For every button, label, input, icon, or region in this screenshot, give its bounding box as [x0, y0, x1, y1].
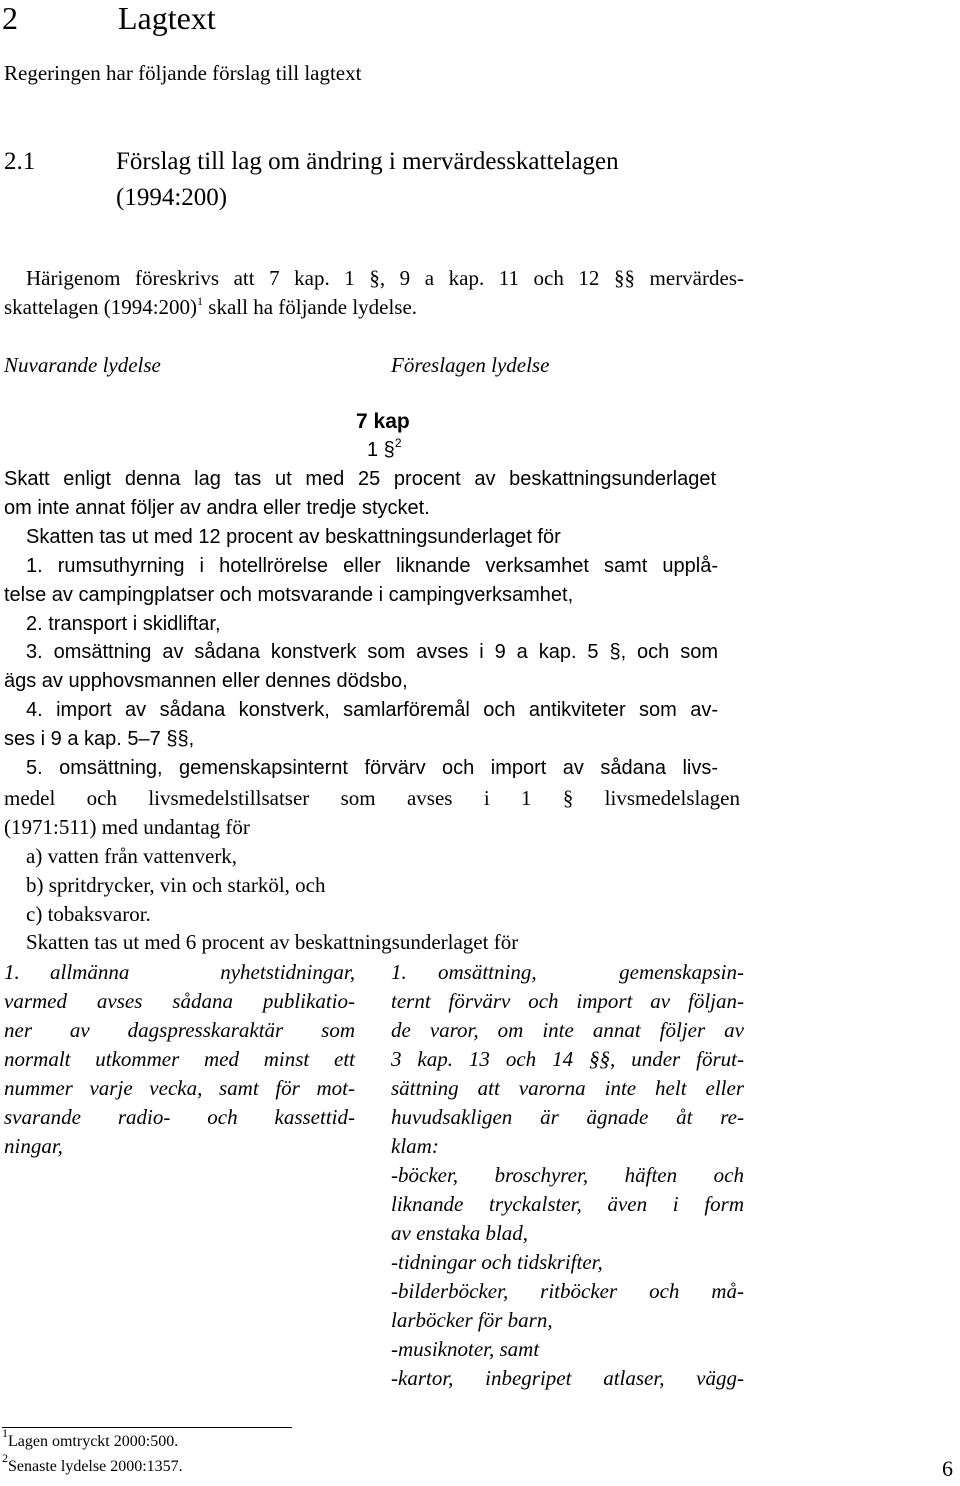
footnote-ref-1: 1	[197, 294, 204, 308]
proposed-wording-line: sättning att varorna inte helt eller	[391, 1076, 744, 1100]
common-line: Skatten tas ut med 12 procent av beskattningsunderlaget för	[26, 525, 561, 548]
proposed-wording-line: ternt förvärv och import av följan-	[391, 989, 744, 1013]
footnote-1-mark: 1	[2, 1426, 8, 1440]
common-line: telse av campingplatser och motsvarande i campingverksamhet,	[4, 583, 574, 606]
chapter-number: 2	[2, 0, 18, 36]
common-line: medel och livsmedelstillsatser som avses i 1 § livsmedelslagen	[4, 785, 740, 810]
current-wording-line: svarande radio- och kassettid-	[4, 1105, 355, 1129]
proposed-wording-line: huvudsakligen är ägnade åt re-	[391, 1105, 744, 1129]
proposed-wording-line: klam:	[391, 1134, 439, 1158]
footnote-1	[2, 1426, 179, 1451]
proposed-wording-line: de varor, om inte annat följer av	[391, 1018, 744, 1042]
current-wording-line: normalt utkommer med minst ett	[4, 1047, 355, 1071]
paragraph-label	[367, 436, 402, 462]
intro-text: Regeringen har följande förslag till lagtext	[4, 61, 362, 85]
common-line: 4. import av sådana konstverk, samlarföremål och antikviteter som av-	[26, 699, 718, 722]
common-line: a) vatten från vattenverk,	[26, 843, 238, 868]
current-wording-line: ner av dagspresskaraktär som	[4, 1018, 355, 1042]
common-line: Skatten tas ut med 6 procent av beskattningsunderlaget för	[26, 930, 519, 955]
current-wording-line: varmed avses sådana publikatio-	[4, 989, 355, 1013]
preamble-line2-start: skattelagen (1994:200)	[4, 295, 198, 319]
page-number: 6	[942, 1456, 953, 1481]
footnote-1-text: Lagen omtryckt 2000:500.	[8, 1433, 179, 1450]
column-heading-current: Nuvarande lydelse	[4, 353, 161, 377]
column-heading-proposed: Föreslagen lydelse	[391, 353, 550, 377]
preamble-line2-end: skall ha följande lydelse.	[203, 295, 418, 319]
common-line: b) spritdrycker, vin och starköl, och	[26, 872, 326, 897]
proposed-wording-line: -böcker, broschyrer, häften och	[391, 1163, 744, 1187]
footnote-2	[2, 1451, 183, 1476]
common-line: c) tobaksvaror.	[26, 901, 151, 926]
proposed-wording-line: liknande tryckalster, även i form	[391, 1192, 744, 1216]
paragraph-number: 1 §	[367, 439, 395, 461]
proposed-wording-line: -tidningar och tidskrifter,	[391, 1250, 603, 1274]
current-wording-line: ningar,	[4, 1134, 63, 1158]
chapter-title: Lagtext	[118, 0, 216, 36]
proposed-wording-line: -musiknoter, samt	[391, 1337, 540, 1361]
current-wording-line: allmänna nyhetstidningar,	[50, 960, 355, 984]
proposed-wording-line: -kartor, inbegripet atlaser, vägg-	[391, 1366, 744, 1390]
common-line: 3. omsättning av sådana konstverk som avses i 9 a kap. 5 §, och som	[26, 641, 718, 664]
proposed-wording-line: omsättning, gemenskapsin-	[438, 960, 744, 984]
section-title-line2: (1994:200)	[116, 184, 228, 211]
preamble-line1: Härigenom föreskrivs att 7 kap. 1 §, 9 a kap. 11 och 12 §§ mervärdes-	[26, 266, 744, 290]
section-title-line1: Förslag till lag om ändring i mervärdesskattelagen	[116, 148, 619, 175]
current-wording-line: nummer varje vecka, samt för mot-	[4, 1076, 355, 1100]
proposed-wording-line: -bilderböcker, ritböcker och må-	[391, 1279, 744, 1303]
common-line: (1971:511) med undantag för	[4, 814, 250, 839]
left-item-number: 1.	[4, 960, 20, 984]
footnote-separator	[2, 1427, 292, 1428]
section-number: 2.1	[4, 148, 36, 175]
common-line: ses i 9 a kap. 5–7 §§,	[4, 728, 195, 751]
preamble-line2	[4, 295, 417, 320]
common-line: 5. omsättning, gemenskapsinternt förvärv och import av sådana livs-	[26, 757, 718, 779]
common-line: 2. transport i skidliftar,	[26, 612, 221, 635]
common-line: Skatt enligt denna lag tas ut med 25 procent av beskattningsunderlaget	[4, 468, 716, 490]
proposed-wording-line: av enstaka blad,	[391, 1221, 529, 1245]
footnote-ref-2: 2	[394, 436, 402, 450]
footnote-2-text: Senaste lydelse 2000:1357.	[8, 1458, 183, 1475]
chapter-label: 7 kap	[356, 410, 410, 433]
footnote-2-mark: 2	[2, 1451, 8, 1465]
proposed-wording-line: 3 kap. 13 och 14 §§, under förut-	[391, 1047, 744, 1071]
common-line: om inte annat följer av andra eller tredje stycket.	[4, 496, 430, 519]
proposed-wording-line: larböcker för barn,	[391, 1308, 553, 1332]
common-line: 1. rumsuthyrning i hotellrörelse eller liknande verksamhet samt upplå-	[26, 554, 718, 577]
common-line: ägs av upphovsmannen eller dennes dödsbo,	[4, 670, 408, 693]
right-item-number: 1.	[391, 960, 407, 984]
